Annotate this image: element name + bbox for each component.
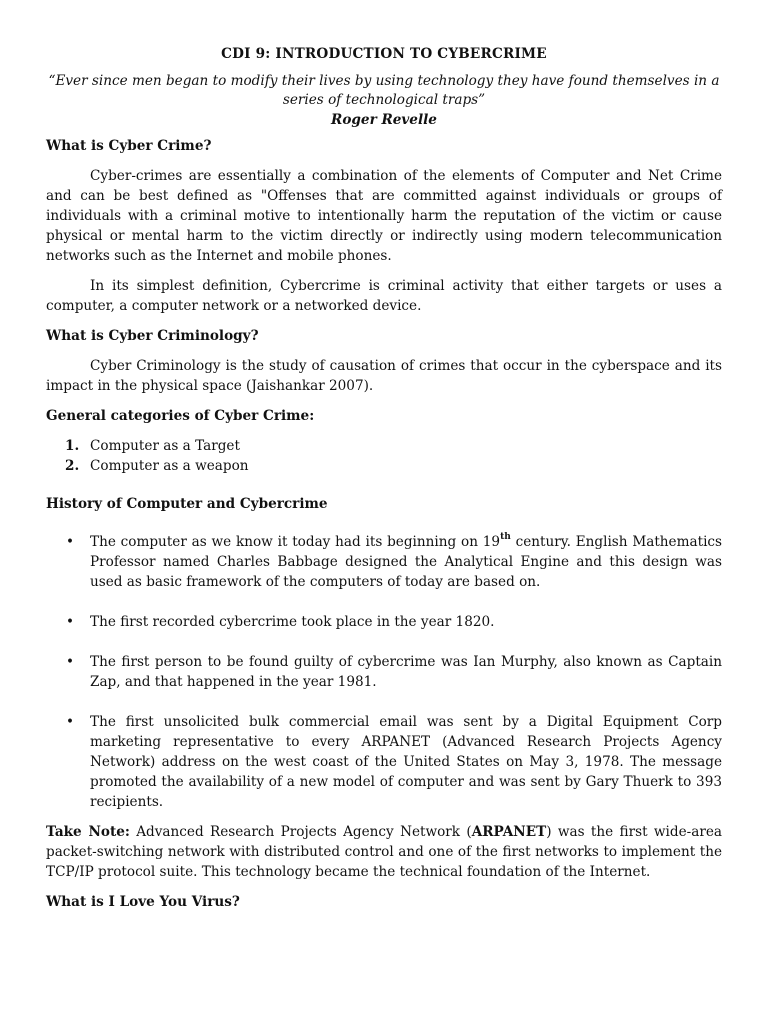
superscript: th	[500, 532, 511, 543]
history-text: The first unsolicited bulk commercial email was sent by a Digital Equipment Corp marketing representative to every ARPANET (Advanced Research Projects Agency Network) address on the west coast of the United States on May 3, 1978. The message promoted the availability of a new model of computer and was sent by Gary Thuerk to 393 recipients.	[90, 714, 722, 810]
heading-what-is-cyber-criminology: What is Cyber Criminology?	[46, 328, 259, 344]
take-note-label: Take Note:	[46, 824, 130, 840]
opening-quote: “Ever since men began to modify their lives by using technology they have found themselves in a series of technological traps”	[48, 73, 720, 108]
list-item	[65, 436, 722, 456]
bullet-icon: •	[66, 714, 75, 730]
arpanet-term: ARPANET	[471, 824, 547, 840]
history-list	[46, 532, 722, 812]
list-item	[66, 652, 722, 692]
document-title: CDI 9: INTRODUCTION TO CYBERCRIME	[221, 46, 547, 62]
list-number: 2.	[65, 458, 80, 474]
history-text: The first recorded cybercrime took place in the year 1820.	[90, 614, 495, 630]
list-item-text: Computer as a weapon	[90, 458, 249, 474]
list-item-text: Computer as a Target	[90, 438, 240, 454]
take-note-text: ) was the first wide-area packet-switching network with distributed control and one of the first networks to implement the TCP/IP protocol suite. This technology became the technical foundation of the Internet.	[46, 824, 722, 880]
list-item	[66, 532, 723, 592]
take-note-paragraph	[46, 822, 722, 882]
heading-what-is-cyber-crime: What is Cyber Crime?	[46, 138, 212, 154]
bullet-icon: •	[66, 654, 75, 670]
quote-author: Roger Revelle	[331, 112, 437, 128]
history-text: The computer as we know it today had its beginning on 19	[90, 534, 501, 550]
paragraph-cyber-crime-definition: Cyber-crimes are essentially a combination of the elements of Computer and Net Crime and can be best defined as "Offenses that are committed against individuals or groups of individuals with a criminal motive to intentionally harm the reputation of the victim or cause physical or mental harm to the victim directly or indirectly using modern telecommunication networks such as the Internet and mobile phones.	[46, 168, 722, 264]
history-text: century. English Mathematics Professor named Charles Babbage designed the Analytical Engine and this design was used as basic framework of the computers of today are based on.	[90, 534, 723, 590]
history-text: The first person to be found guilty of cybercrime was Ian Murphy, also known as Captain Zap, and that happened in the year 1981.	[90, 654, 722, 690]
list-item	[65, 456, 722, 476]
categories-list	[46, 436, 722, 476]
list-number: 1.	[65, 438, 80, 454]
paragraph-cyber-criminology: Cyber Criminology is the study of causation of crimes that occur in the cyberspace and its impact in the physical space (Jaishankar 2007).	[46, 358, 722, 394]
bullet-icon: •	[66, 534, 75, 550]
heading-history: History of Computer and Cybercrime	[46, 496, 328, 512]
heading-general-categories: General categories of Cyber Crime:	[46, 408, 315, 424]
heading-i-love-you-virus: What is I Love You Virus?	[46, 894, 240, 910]
paragraph-simplest-definition: In its simplest definition, Cybercrime is criminal activity that either targets or uses a computer, a computer network or a networked device.	[46, 278, 722, 314]
bullet-icon: •	[66, 614, 75, 630]
list-item	[66, 612, 722, 632]
take-note-text: Advanced Research Projects Agency Network (	[129, 824, 472, 840]
list-item	[66, 712, 722, 812]
